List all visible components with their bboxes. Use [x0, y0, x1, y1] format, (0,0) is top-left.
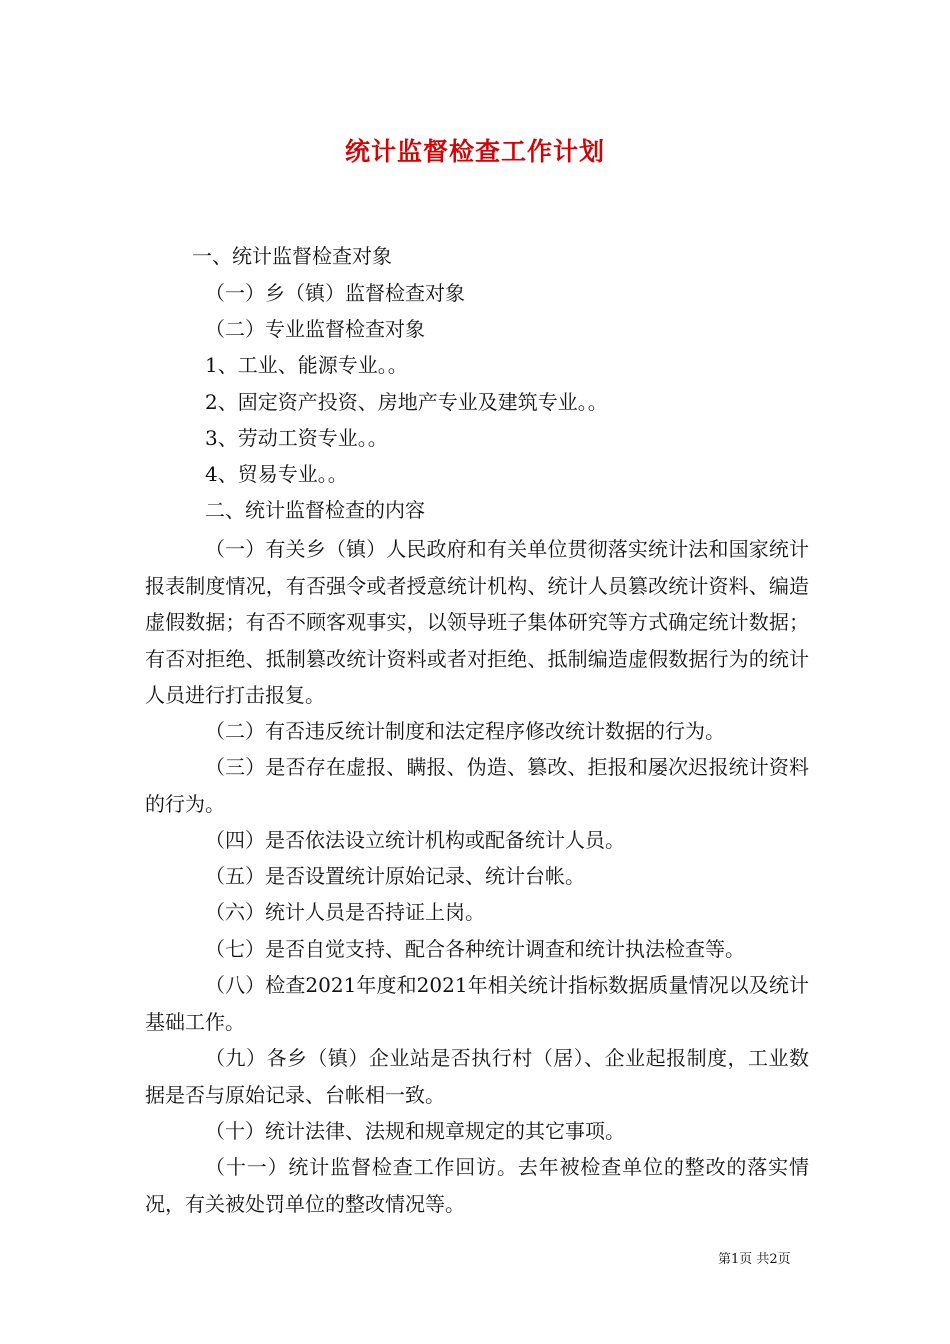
paragraph-3: （三）是否存在虚报、瞒报、伪造、篡改、拒报和屡次迟报统计资料的行为。 — [145, 755, 809, 816]
paragraph-4: （四）是否依法设立统计机构或配备统计人员。 — [205, 828, 625, 852]
paragraph-7: （七）是否自觉支持、配合各种统计调查和统计执法检查等。 — [205, 937, 745, 961]
page-number-footer: 第1页 共2页 — [718, 1252, 791, 1267]
paragraph-11: （十一）统计监督检查工作回访。去年被检查单位的整改的落实情况，有关被处罚单位的整改情况等。 — [145, 1155, 809, 1216]
paragraph-8: （八）检查2021年度和2021年相关统计指标数据质量情况以及统计基础工作。 — [145, 973, 809, 1034]
list-item-2: 2、固定资产投资、房地产专业及建筑专业。。 — [205, 390, 608, 414]
paragraph-1: （一）有关乡（镇）人民政府和有关单位贯彻落实统计法和国家统计报表制度情况，有否强令或者授意统计机构、统计人员篡改统计资料、编造虚假数据；有否不顾客观事实，以领导班子集体研究等方式确定统计数据；有否对拒绝、抵制篡改统计资料或者对拒绝、抵制编造虚假数据行为的统计人员进行打击报复。 — [145, 537, 809, 707]
paragraph-9: （九）各乡（镇）企业站是否执行村（居）、企业起报制度，工业数据是否与原始记录、台帐相一致。 — [145, 1046, 809, 1107]
subsection-2: （二）专业监督检查对象 — [205, 317, 425, 341]
paragraph-5: （五）是否设置统计原始记录、统计台帐。 — [205, 864, 585, 888]
paragraph-2: （二）有否违反统计制度和法定程序修改统计数据的行为。 — [205, 719, 725, 743]
page-title: 统计监督检查工作计划 — [344, 137, 605, 166]
subsection-1: （一）乡（镇）监督检查对象 — [205, 281, 465, 305]
list-item-4: 4、贸易专业。。 — [205, 462, 348, 486]
section-heading-2: 二、统计监督检查的内容 — [205, 498, 425, 522]
list-item-3: 3、劳动工资专业。。 — [205, 426, 388, 450]
list-item-1: 1、工业、能源专业。。 — [205, 353, 408, 377]
paragraph-10: （十）统计法律、法规和规章规定的其它事项。 — [205, 1119, 625, 1143]
paragraph-6: （六）统计人员是否持证上岗。 — [205, 900, 485, 924]
section-heading-1: 一、统计监督检查对象 — [192, 244, 392, 268]
